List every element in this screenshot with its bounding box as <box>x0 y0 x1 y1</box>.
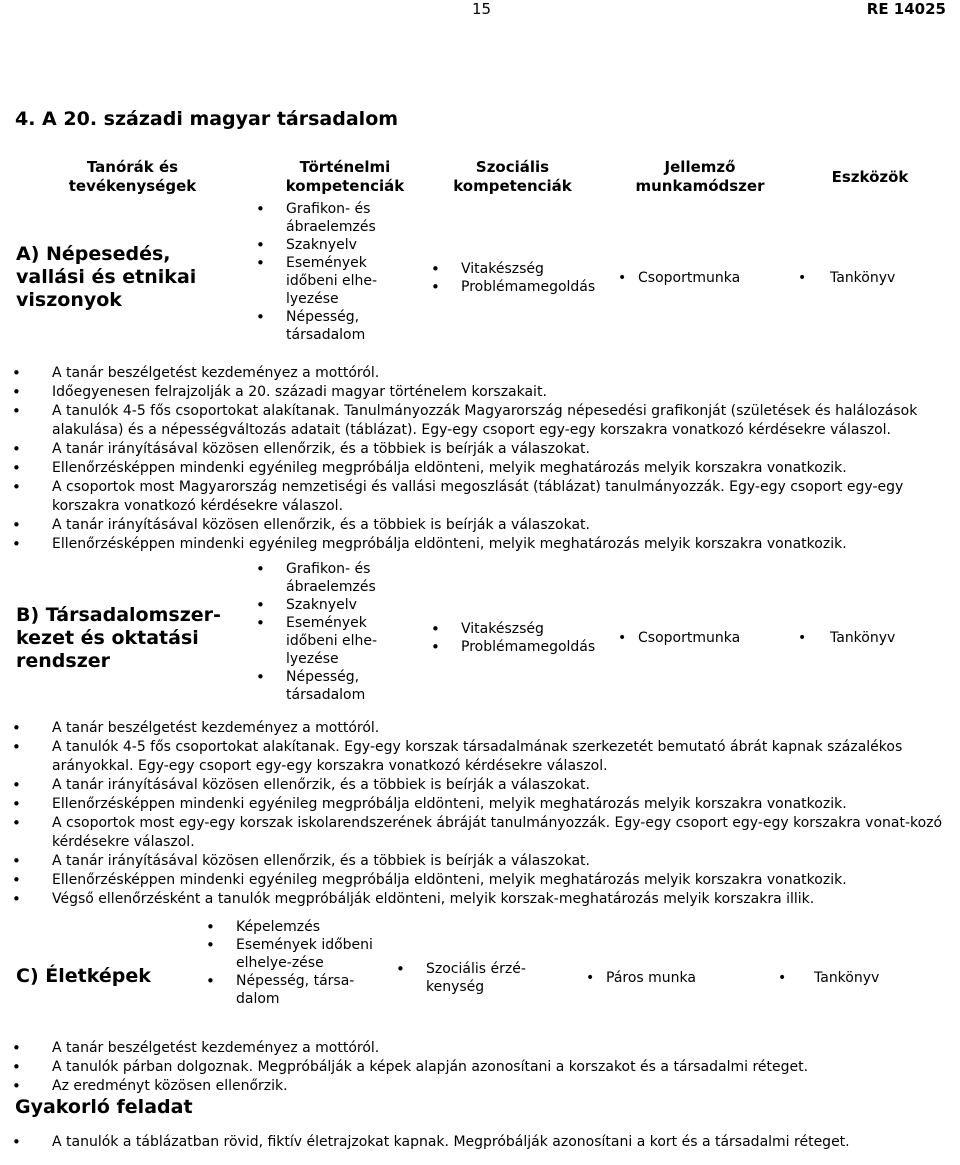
section-c-activities <box>10 1039 945 1096</box>
list-item: • A tanár irányításával közösen ellenőrzik, és a többiek is beírják a válaszokat. <box>10 440 945 459</box>
list-item: • A tanulók 4-5 fős csoportokat alakítanak. Tanulmányozzák Magyarország népesedési grafikonját (születések és halálozások alakulása) és a népességváltozás adatait (táblázat). Egy-egy csoport egy-egy korszakra vonatkozó kérdésekre válaszol. <box>10 402 945 440</box>
column-header-method: Jellemző munkamódszer <box>635 158 765 195</box>
list-item: • A tanár irányításával közösen ellenőrzik, és a többiek is beírják a válaszokat. <box>10 852 945 871</box>
list-item: • Problémamegoldás <box>425 278 610 296</box>
list-item: • Ellenőrzésképpen mindenki egyénileg megpróbálja eldönteni, melyik meghatározás melyik korszakra vonatkozik. <box>10 795 945 814</box>
section-c-historical <box>200 918 375 1008</box>
section-c-social <box>390 960 565 996</box>
list-item: • Vitakészség <box>425 620 610 638</box>
list-item: • A tanulók párban dolgoznak. Megpróbálják a képek alapján azonosítani a korszakot és a társadalmi réteget. <box>10 1058 945 1077</box>
tool-label: Tankönyv <box>814 970 880 986</box>
column-header-social: Szociális kompetenciák <box>453 158 572 195</box>
section-a-historical <box>250 200 420 344</box>
list-item: • Végső ellenőrzésként a tanulók megpróbálják eldönteni, melyik korszak-meghatározás melyik korszakra illik. <box>10 890 945 909</box>
page-header <box>0 0 960 20</box>
column-header-tools: Eszközök <box>831 168 909 186</box>
list-item: • Grafikon- és ábraelemzés <box>250 560 420 596</box>
method-label: Csoportmunka <box>638 270 741 286</box>
list-item: • Szaknyelv <box>250 596 420 614</box>
section-b-method: • Csoportmunka <box>618 630 741 646</box>
practice-heading: Gyakorló feladat <box>15 1096 193 1118</box>
list-item: • A tanulók 4-5 fős csoportokat alakítanak. Egy-egy korszak társadalmának szerkezetét bemutató ábrát kapnak százalékos arányokkal. Egy-egy csoport egy-egy korszakra vonatkozó kérdésekre válaszol. <box>10 738 945 776</box>
column-header-activities: Tanórák és tevékenységek <box>68 158 197 195</box>
list-item: • A tanár beszélgetést kezdeményez a mottóról. <box>10 719 945 738</box>
section-a-label: A) Népesedés, vallási és etnikai viszonyok <box>16 243 197 311</box>
list-item: • Ellenőrzésképpen mindenki egyénileg megpróbálja eldönteni, melyik meghatározás melyik korszakra vonatkozik. <box>10 459 945 478</box>
list-item: • Időegyenesen felrajzolják a 20. századi magyar történelem korszakait. <box>10 383 945 402</box>
section-b-label: B) Társadalomszer-kezet és oktatási rendszer <box>16 604 221 672</box>
list-item: • Népesség, társadalom <box>250 668 420 704</box>
list-item: • Vitakészség <box>425 260 610 278</box>
list-item: • Grafikon- és ábraelemzés <box>250 200 420 236</box>
list-item: • A csoportok most Magyarország nemzetiségi és vallási megoszlását (táblázat) tanulmányozzák. Egy-egy csoport egy-egy korszakra vonatkozó kérdésekre válaszol. <box>10 478 945 516</box>
document-id: RE 14025 <box>866 0 946 18</box>
list-item: • Szaknyelv <box>250 236 420 254</box>
list-item: • A tanár irányításával közösen ellenőrzik, és a többiek is beírják a válaszokat. <box>10 776 945 795</box>
section-a-method: • Csoportmunka <box>618 270 741 286</box>
list-item: • Ellenőrzésképpen mindenki egyénileg megpróbálja eldönteni, melyik meghatározás melyik korszakra vonatkozik. <box>10 871 945 890</box>
list-item: • A tanár beszélgetést kezdeményez a mottóról. <box>10 364 945 383</box>
practice-activities <box>10 1133 945 1152</box>
section-c-method: • Páros munka <box>586 970 696 986</box>
list-item: • Események időbeni elhelye-zése <box>200 936 375 972</box>
list-item: • Események időbeni elhe-lyezése <box>250 254 420 308</box>
list-item: • Az eredményt közösen ellenőrzik. <box>10 1077 945 1096</box>
method-label: Csoportmunka <box>638 630 741 646</box>
list-item: • A tanár beszélgetést kezdeményez a mottóról. <box>10 1039 945 1058</box>
list-item: • A tanár irányításával közösen ellenőrzik, és a többiek is beírják a válaszokat. <box>10 516 945 535</box>
section-b-activities <box>10 719 945 909</box>
list-item: • Problémamegoldás <box>425 638 610 656</box>
section-c-tool: • Tankönyv <box>778 970 880 986</box>
list-item: • Események időbeni elhe-lyezése <box>250 614 420 668</box>
page-number: 15 <box>472 0 492 18</box>
section-b-tool: • Tankönyv <box>798 630 896 646</box>
section-a-activities <box>10 364 945 554</box>
section-b-social <box>425 620 610 656</box>
method-label: Páros munka <box>606 970 696 986</box>
section-a-tool: • Tankönyv <box>798 270 896 286</box>
list-item: • Ellenőrzésképpen mindenki egyénileg megpróbálja eldönteni, melyik meghatározás melyik korszakra vonatkozik. <box>10 535 945 554</box>
list-item: • Szociális érzé-kenység <box>390 960 565 996</box>
list-item: • Képelemzés <box>200 918 375 936</box>
section-c-label: C) Életképek <box>16 965 151 987</box>
section-b-historical <box>250 560 420 704</box>
page-title: 4. A 20. századi magyar társadalom <box>15 108 399 130</box>
list-item: • Népesség, társadalom <box>250 308 420 344</box>
list-item: • Népesség, társa-dalom <box>200 972 375 1008</box>
tool-label: Tankönyv <box>830 270 896 286</box>
list-item: • A tanulók a táblázatban rövid, fiktív életrajzokat kapnak. Megpróbálják azonosítani a kort és a társadalmi réteget. <box>10 1133 945 1152</box>
section-a-social <box>425 260 610 296</box>
tool-label: Tankönyv <box>830 630 896 646</box>
column-header-historical: Történelmi kompetenciák <box>285 158 405 195</box>
list-item: • A csoportok most egy-egy korszak iskolarendszerének ábráját tanulmányozzák. Egy-egy csoport egy-egy korszakra vonat-kozó kérdésekre válaszol. <box>10 814 945 852</box>
